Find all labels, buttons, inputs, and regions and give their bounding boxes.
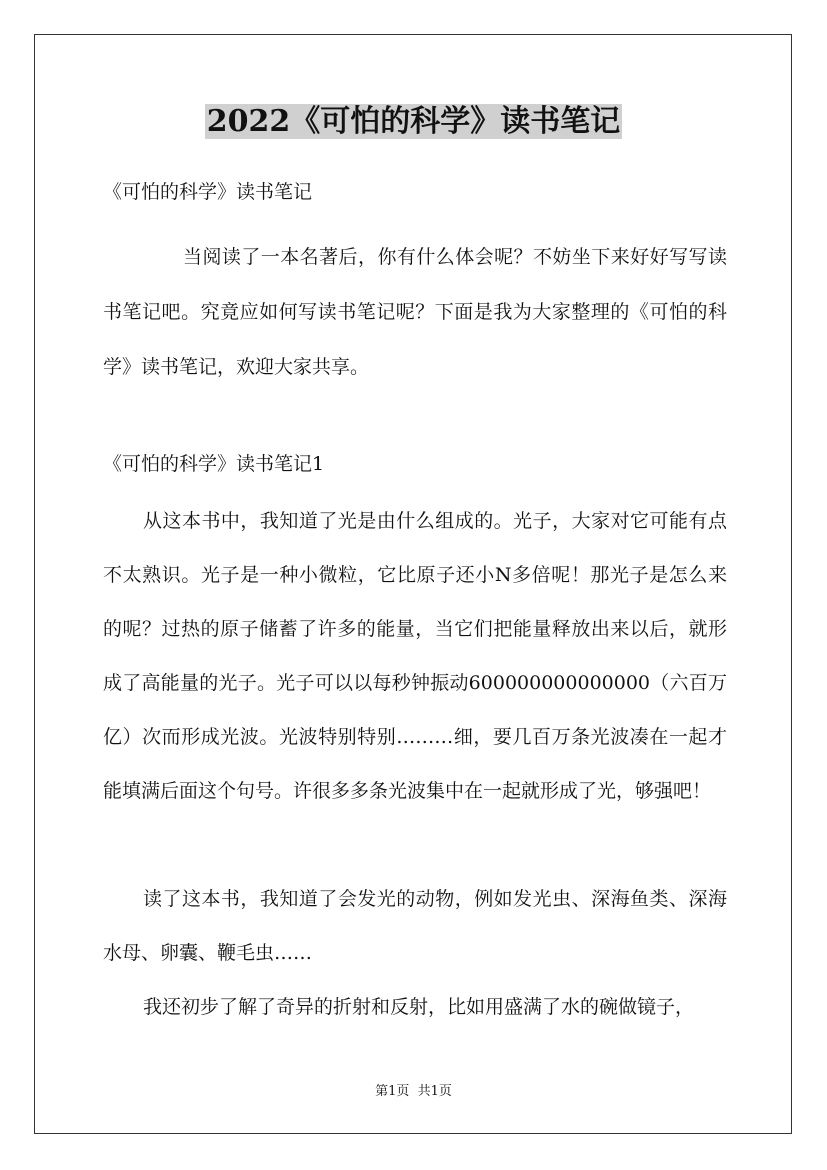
page-footer: 第1页 共1页: [375, 1084, 452, 1099]
document-title-text: 2022《可怕的科学》读书笔记: [206, 104, 621, 139]
body-paragraph: 读了这本书，我知道了会发光的动物，例如发光虫、深海鱼类、深海水母、卵囊、鞭毛虫……: [103, 888, 727, 964]
intro-paragraph: 当阅读了一本名著后，你有什么体会呢？不妨坐下来好好写写读书笔记吧。究竟应如何写读书笔记呢？下面是我为大家整理的《可怕的科学》读书笔记，欢迎大家共享。: [103, 246, 727, 378]
section-heading: 《可怕的科学》读书笔记1: [103, 453, 325, 475]
document-subtitle: 《可怕的科学》读书笔记: [103, 181, 313, 203]
body-paragraph: 从这本书中，我知道了光是由什么组成的。光子，大家对它可能有点不太熟识。光子是一种小微粒，它比原子还小N多倍呢！那光子是怎么来的呢？过热的原子储蓄了许多的能量，当它们把能量释放出来以后，就形成了高能量的光子。光子可以以每秒钟振动600000000000000（六百万亿）次而形成光波。光波特别特别………细，要几百万条光波凑在一起才能填满后面这个句号。许很多多条光波集中在一起就形成了光，够强吧！: [103, 510, 727, 802]
document-title: [0, 100, 827, 144]
body-paragraph: 我还初步了解了奇异的折射和反射，比如用盛满了水的碗做镜子，: [143, 996, 695, 1018]
